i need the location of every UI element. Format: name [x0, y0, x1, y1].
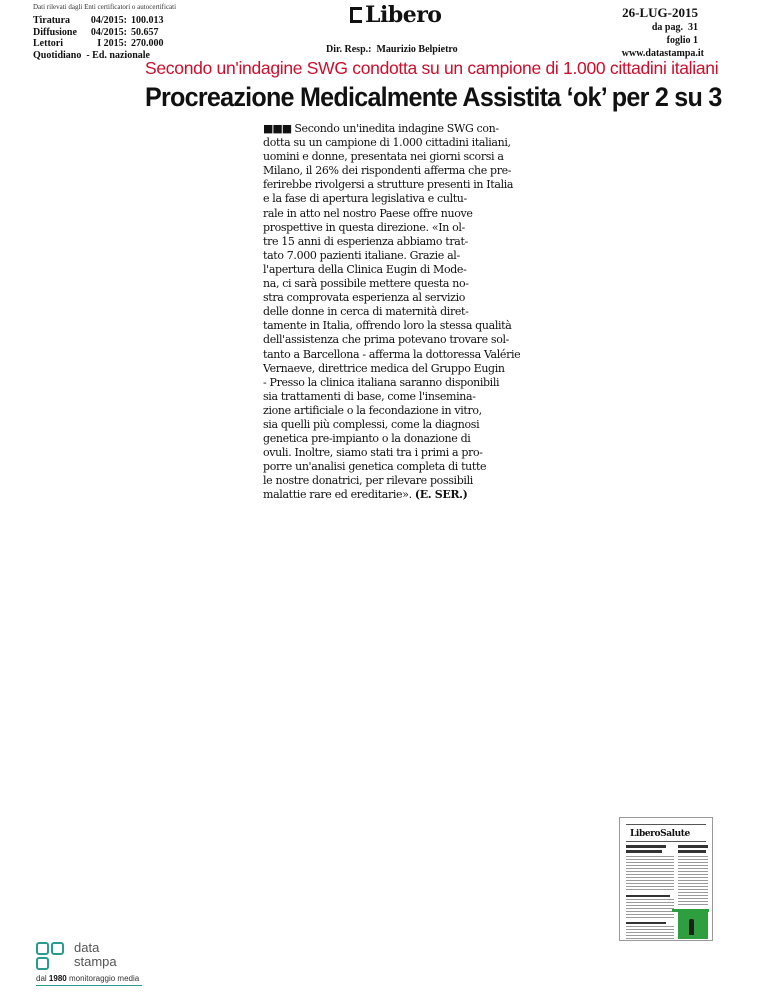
tag-prefix: dal [36, 974, 47, 983]
header-meta [33, 3, 187, 61]
thumb-green-box [678, 912, 708, 939]
thumb-headline [626, 922, 666, 924]
logo-word-data: data [74, 940, 100, 955]
thumb-rule [626, 841, 706, 842]
stat-key: Lettori [33, 38, 63, 49]
article-line: sia quelli più complessi, come la diagnosi [263, 417, 480, 431]
article-line: tre 15 anni di esperienza abbiamo trat- [263, 234, 468, 248]
article-line: tanto a Barcellona - afferma la dottoressa Valérie [263, 347, 521, 361]
article-line [263, 488, 503, 502]
thumb-text-block [626, 899, 674, 919]
page-ref: da pag. 31 [651, 22, 698, 33]
article-line: e la fase di apertura legislativa e cultu- [263, 192, 467, 206]
masthead-mark-icon [350, 7, 362, 23]
article-line: dotta su un campione di 1.000 cittadini italiani, [263, 136, 511, 150]
issue-date: 26-LUG-2015 [622, 5, 698, 20]
article-line [263, 122, 503, 136]
article-line: tato 7.000 pazienti italiane. Grazie al- [263, 248, 460, 262]
article-body [263, 122, 521, 503]
logo-word-stampa: stampa [74, 954, 117, 969]
thumb-text-block [678, 856, 708, 906]
edition-label: Quotidiano - Ed. nazionale [33, 49, 150, 61]
article-line: Milano, il 26% dei rispondenti afferma che pre- [263, 164, 512, 178]
stat-value: 50.657 [131, 26, 159, 38]
tag-suffix: monitoraggio media [68, 974, 140, 983]
stat-key: Tiratura [33, 15, 71, 26]
logo-tagline [36, 974, 139, 983]
article-line: uomini e donne, presentata nei giorni scorsi a [263, 150, 504, 164]
article-line: genetica pre-impianto o la donazione di [263, 432, 471, 446]
article-line-text: Secondo un'inedita indagine SWG con- [294, 122, 499, 135]
article-line: ovuli. Inoltre, siamo stati tra i primi a pro- [263, 446, 483, 460]
thumb-text-block [626, 926, 674, 940]
logo-underline [36, 985, 142, 986]
certification-note: Dati rilevati dagli Enti certificatori o autocertificati [33, 3, 177, 11]
article-last-line: malattie rare ed ereditarie». [263, 488, 412, 502]
page-thumbnail[interactable] [619, 817, 713, 941]
stat-row [33, 38, 187, 50]
article-line: - Presso la clinica italiana saranno disponibili [263, 375, 500, 389]
tag-year: 1980 [48, 974, 67, 983]
header-right [621, 5, 704, 60]
thumb-text-block [626, 856, 674, 892]
article-line: Vernaeve, direttrice medica del Gruppo Eugin [263, 361, 505, 375]
logo-squares-icon [36, 942, 70, 972]
article-line: le nostre donatrici, per rilevare possibili [263, 474, 473, 488]
article-line: dell'assistenza che prima potevano trovare sol- [263, 333, 510, 347]
thumb-headline [626, 895, 670, 897]
article-line: sia trattamenti di base, come l'insemina- [263, 389, 476, 403]
article-kicker: Secondo un'indagine SWG condotta su un campione di 1.000 cittadini italiani [145, 58, 719, 78]
article-line: zione artificiale o la fecondazione in vitro, [263, 403, 482, 417]
article-line: na, ci sarà possibile mettere questa no- [263, 277, 469, 291]
bullets-icon: ■■■ [263, 122, 292, 135]
stat-period: 04/2015: [90, 26, 127, 38]
thumb-brand: LiberoSalute [630, 829, 690, 839]
article-line: tamente in Italia, offrendo loro la stessa qualità [263, 319, 512, 333]
director-line: Dir. Resp.: Maurizio Belpietro [326, 44, 458, 55]
article-signature: (E. SER.) [414, 488, 468, 502]
stat-row [33, 27, 187, 39]
article-title: Procreazione Medicalmente Assistita ‘ok’ per 2 su 3 [145, 82, 722, 112]
article-line: stra comprovata esperienza al servizio [263, 291, 466, 305]
stat-key: Diffusione [33, 26, 77, 38]
sheet-ref: foglio 1 [666, 35, 698, 46]
thumb-headline [678, 845, 708, 848]
thumb-figure-icon [689, 919, 694, 935]
circulation-stats [33, 15, 187, 61]
stat-period: I 2015: [97, 38, 127, 49]
stat-value: 270.000 [131, 38, 164, 49]
masthead-text: Libero [365, 2, 442, 28]
article-line: prospettive in questa direzione. «In ol- [263, 220, 465, 234]
stat-value: 100.013 [131, 15, 164, 26]
thumb-headline [626, 850, 662, 853]
website-link[interactable]: www.datastampa.it [621, 48, 704, 59]
thumb-headline [626, 845, 666, 848]
stat-period: 04/2015: [90, 15, 127, 26]
article-line: ferirebbe rivolgersi a strutture presenti in Italia [263, 178, 514, 192]
article-line: porre un'analisi genetica completa di tutte [263, 460, 487, 474]
thumb-rule [626, 824, 706, 825]
article-line: l'apertura della Clinica Eugin di Mode- [263, 262, 467, 276]
thumb-headline [678, 850, 706, 853]
masthead-logo [350, 2, 441, 28]
stat-row [33, 15, 187, 27]
article-line: delle donne in cerca di maternità diret- [263, 305, 469, 319]
article-line: rale in atto nel nostro Paese offre nuove [263, 206, 473, 220]
